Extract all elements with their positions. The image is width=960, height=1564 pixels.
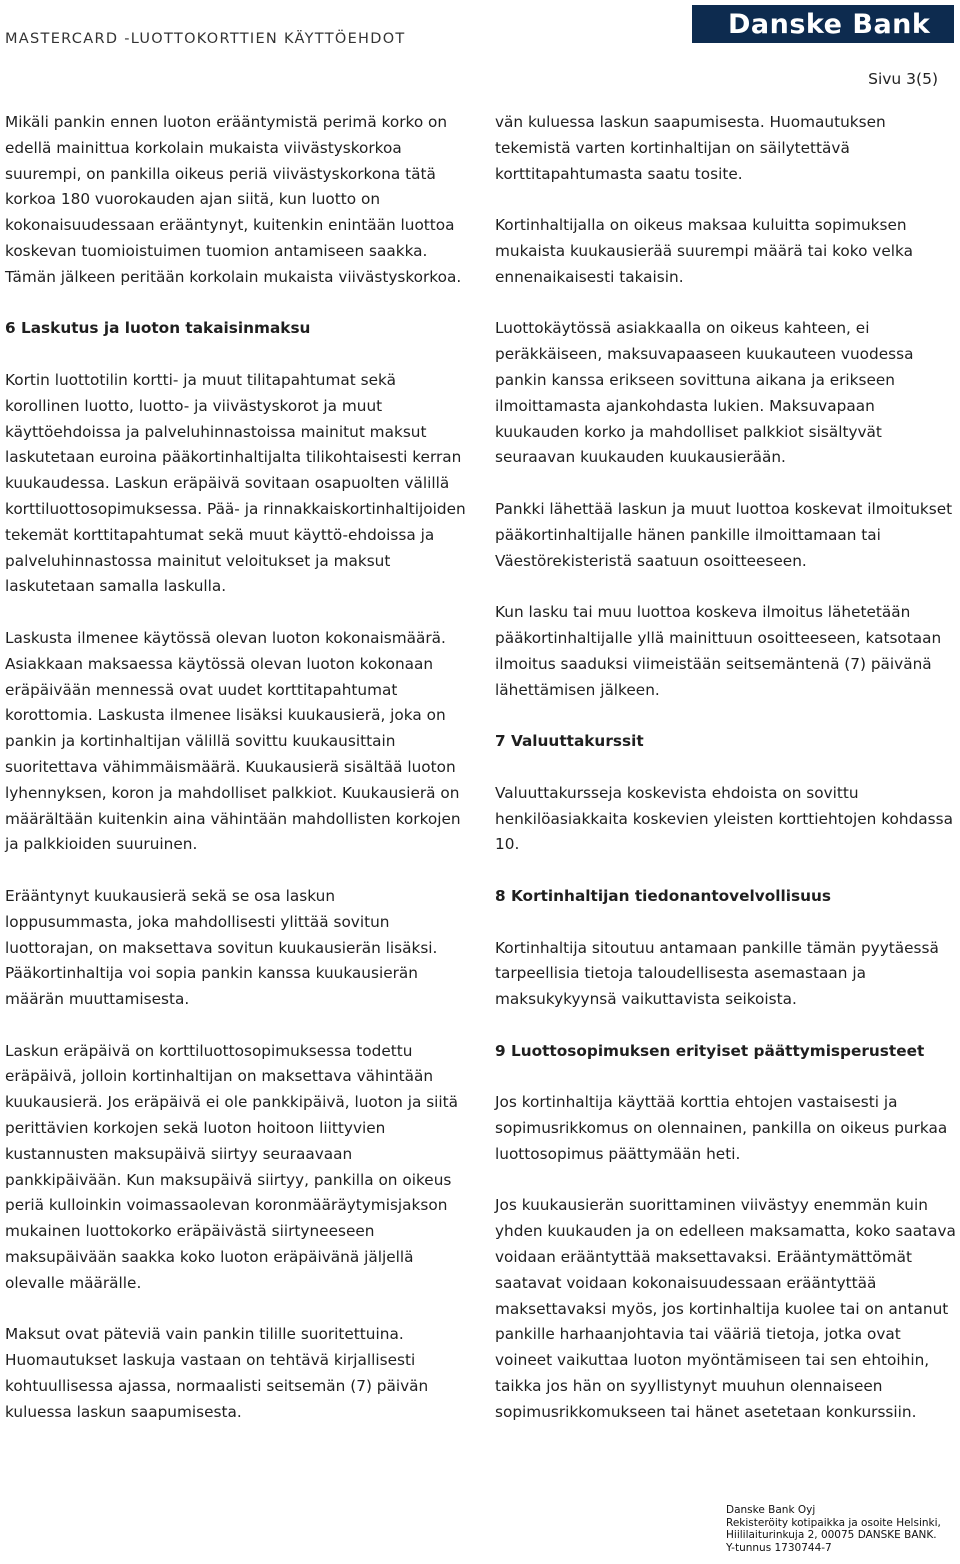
paragraph: Laskusta ilmenee käytössä olevan luoton kokonaismäärä. Asiakkaan maksaessa käytössä olevan luoton kokonaan eräpäivään mennessä ovat uudet korttitapahtumat korottomia. Laskusta ilmenee lisäksi kuukausierä, joka on pankin ja kortinhaltijan välillä sovittu kuukausittain suoritettava vähimmäismäärä. Kuukausierä sisältää luoton lyhennyksen, koron ja mahdolliset palkkiot. Kuukausierä on määrältään kuitenkin aina vähintään mahdollisten korkojen ja palkkioiden suuruinen. (5, 628, 461, 854)
section-heading: 9 Luottosopimuksen erityiset päättymisperusteet (495, 1041, 925, 1060)
footer-line: Y-tunnus 1730744-7 (726, 1541, 832, 1554)
paragraph: Kortin luottotilin kortti- ja muut tilitapahtumat sekä korollinen luotto, luotto- ja viivästyskorot ja muut käyttöehdoissa ja palveluhinnastoissa mainitut maksut laskutetaan euroina pääkortinhaltijalta tilikohtaisesti kerran kuukaudessa. Laskun eräpäivä sovitaan osapuolten välillä korttiluottosopimuksessa. Pää- ja rinnakkaiskortinhaltijoiden tekemät korttitapahtumat sekä muut käyttö-ehdoissa ja palveluhinnastossa mainitut veloitukset ja maksut laskutetaan samalla laskulla. (5, 370, 466, 596)
footer-line: Danske Bank Oyj (726, 1504, 816, 1516)
paragraph: Erääntynyt kuukausierä sekä se osa laskun loppusummasta, joka mahdollisesti ylittää sovitun luottorajan, on maksettava sovitun kuukausierän lisäksi. Pääkortinhaltija voi sopia pankin kanssa kuukausierän määrän muuttamisesta. (5, 886, 438, 1009)
section-heading: 6 Laskutus ja luoton takaisinmaksu (5, 319, 311, 338)
footer-line: Hiililaiturinkuja 2, 00075 DANSKE BANK. (726, 1529, 937, 1541)
paragraph: Jos kortinhaltija käyttää korttia ehtojen vastaisesti ja sopimusrikkomus on olennainen, pankilla on oikeus purkaa luottosopimus päättymään heti. (495, 1093, 948, 1163)
left-column (5, 110, 467, 1451)
paragraph: Kortinhaltijalla on oikeus maksaa kuluitta sopimuksen mukaista kuukausierää suurempi määrä tai koko velka ennenaikaisesti takaisin. (495, 216, 913, 286)
paragraph: Luottokäytössä asiakkaalla on oikeus kahteen, ei peräkkäiseen, maksuvapaaseen kuukauteen vuodessa pankin kanssa erikseen sovittuna aikana ja erikseen ilmoittamasta ajankohdasta lukien. Maksuvapaan kuukauden korko ja mahdolliset palkkiot sisältyvät seuraavan kuukauden kuukausierään. (495, 319, 914, 467)
footer-company-info (726, 1504, 941, 1554)
paragraph: Kortinhaltija sitoutuu antamaan pankille tämän pyytäessä tarpeellisia tietoja taloudellisesta asemastaan ja maksukykyynsä vaikuttavista seikoista. (495, 938, 939, 1009)
paragraph: Pankki lähettää laskun ja muut luottoa koskevat ilmoitukset pääkortinhaltijalle hänen pankille ilmoittamaan tai Väestörekisteristä saatuun osoitteeseen. (495, 499, 953, 570)
section-heading: 7 Valuuttakurssit (495, 732, 644, 751)
paragraph: Valuuttakursseja koskevista ehdoista on sovittu henkilöasiakkaita koskevien yleisten korttiehtojen kohdassa 10. (495, 783, 953, 854)
paragraph: Jos kuukausierän suorittaminen viivästyy enemmän kuin yhden kuukauden ja on edelleen maksamatta, koko saatava voidaan erääntyttää maksettavaksi. Erääntymättömät saatavat voidaan kokonaisuudessaan erääntyttää maksettavaksi myös, jos kortinhaltija kuolee tai on antanut pankille harhaanjohtavia tai vääriä tietoja, jotka ovat voineet vaikuttaa luoton myöntämiseen tai sen ehtoihin, taikka jos hän on syyllistynyt muuhun olennaiseen sopimusrikkomukseen tai hänet asetetaan konkurssiin. (495, 1196, 956, 1421)
logo-text: Danske Bank (728, 8, 931, 40)
paragraph: Mikäli pankin ennen luoton erääntymistä perimä korko on edellä mainittua korkolain mukaista viivästyskorkoa suurempi, on pankilla oikeus periä viivästyskorkona tätä korkoa 180 vuorokauden ajan siitä, kun luotto on kokonaisuudessaan erääntynyt, kuitenkin enintään luottoa koskevan tuomioistuimen tuomion antamiseen saakka. Tämän jälkeen peritään korkolain mukaista viivästyskorkoa. (5, 113, 462, 286)
right-column (495, 110, 957, 1451)
page-number: Sivu 3(5) (868, 70, 938, 88)
paragraph: Maksut ovat päteviä vain pankin tilille suoritettuina. Huomautukset laskuja vastaan on tehtävä kirjallisesti kohtuullisessa ajassa, normaalisti seitsemän (7) päivän kuluessa laskun saapumisesta. (5, 1325, 429, 1421)
footer-line: Rekisteröity kotipaikka ja osoite Helsinki, (726, 1516, 941, 1529)
paragraph: Laskun eräpäivä on korttiluottosopimuksessa todettu eräpäivä, jolloin kortinhaltijan on maksettava vähintään kuukausierä. Jos eräpäivä ei ole pankkipäivä, luoton ja siitä perittävien korkojen sekä luoton hoitoon liittyvien kustannusten maksupäivä siirtyy seuraavaan pankkipäivään. Kun maksupäivä siirtyy, pankilla on oikeus periä kulloinkin voimassaolevan koronmääräytymisjakson mukainen luottokorko eräpäivästä siirtyneeseen maksupäivään saakka koko luoton eräpäivänä jäljellä olevalle määrälle. (5, 1041, 459, 1292)
section-heading: 8 Kortinhaltijan tiedonantovelvollisuus (495, 886, 831, 905)
paragraph: vän kuluessa laskun saapumisesta. Huomautuksen tekemistä varten kortinhaltijan on säilytettävä korttitapahtumasta saatu tosite. (495, 113, 886, 183)
document-title: MASTERCARD -LUOTTOKORTTIEN KÄYTTÖEHDOT (5, 31, 406, 47)
danske-bank-logo (692, 5, 954, 43)
paragraph: Kun lasku tai muu luottoa koskeva ilmoitus lähetetään pääkortinhaltijalle yllä mainittuun osoitteeseen, katsotaan ilmoitus saaduksi viimeistään seitsemäntenä (7) päivänä lähettämisen jälkeen. (495, 603, 942, 699)
